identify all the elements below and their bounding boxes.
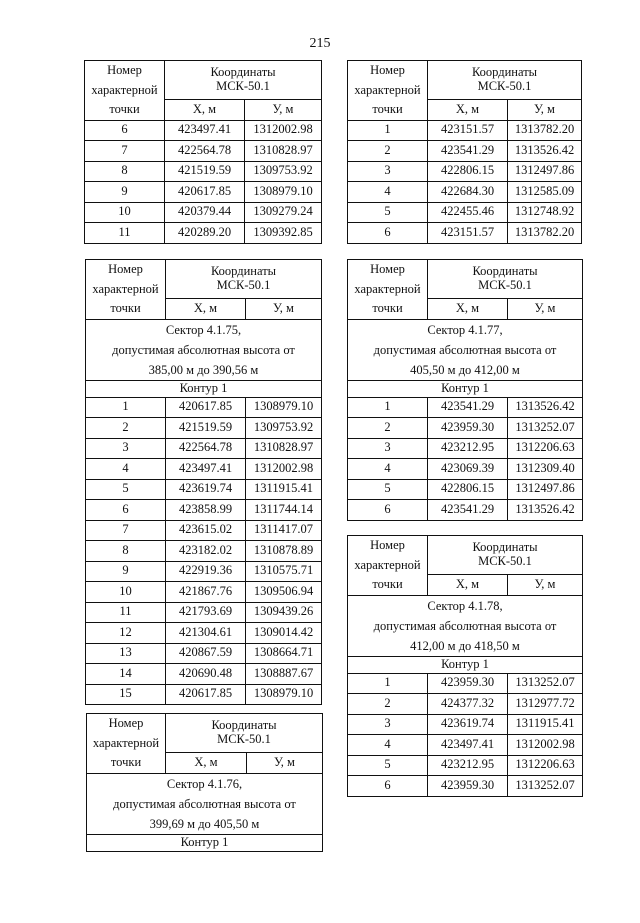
x-coordinate-cell: 423497.41 xyxy=(166,459,246,480)
point-number-cell: 5 xyxy=(348,755,428,776)
table-row xyxy=(348,500,583,521)
point-number-cell: 6 xyxy=(348,223,428,244)
point-number-cell: 5 xyxy=(348,479,428,500)
table-row xyxy=(86,561,322,582)
point-number-cell: 2 xyxy=(86,418,166,439)
point-number-cell: 9 xyxy=(86,561,166,582)
x-coordinate-cell: 421519.59 xyxy=(166,418,246,439)
coordinates-table-5 xyxy=(347,535,583,797)
table-row xyxy=(85,120,322,141)
table-row xyxy=(348,161,582,182)
point-header: Номер характерной точки xyxy=(86,260,166,320)
x-coordinate-cell: 423182.02 xyxy=(166,541,246,562)
table-row xyxy=(85,223,322,244)
y-header: У, м xyxy=(508,575,583,596)
sector-caption: Сектор 4.1.76, допустимая абсолютная высота от 399,69 м до 405,50 м xyxy=(87,773,323,834)
x-coordinate-cell: 423959.30 xyxy=(428,776,508,797)
y-coordinate-cell: 1309753.92 xyxy=(245,161,322,182)
point-number-cell: 4 xyxy=(348,182,428,203)
x-coordinate-cell: 422919.36 xyxy=(166,561,246,582)
coordinates-table-2 xyxy=(347,60,582,244)
point-number-cell: 2 xyxy=(348,418,428,439)
table-row xyxy=(348,776,583,797)
table-row xyxy=(348,418,583,439)
point-number-cell: 11 xyxy=(86,602,166,623)
sector-caption: Сектор 4.1.77, допустимая абсолютная высота от 405,50 м до 412,00 м xyxy=(348,319,583,380)
table-row xyxy=(85,161,322,182)
table-row xyxy=(86,643,322,664)
y-coordinate-cell: 1312002.98 xyxy=(508,735,583,756)
y-coordinate-cell: 1308979.10 xyxy=(246,684,322,705)
y-coordinate-cell: 1308979.10 xyxy=(245,182,322,203)
point-number-cell: 13 xyxy=(86,643,166,664)
y-header: У, м xyxy=(247,753,323,774)
point-number-cell: 5 xyxy=(348,202,428,223)
point-number-cell: 4 xyxy=(86,459,166,480)
y-coordinate-cell: 1311915.41 xyxy=(508,714,583,735)
table-row xyxy=(86,623,322,644)
coordinates-table-1 xyxy=(84,60,322,244)
y-coordinate-cell: 1309753.92 xyxy=(246,418,322,439)
table-row xyxy=(348,202,582,223)
sector-caption: Сектор 4.1.78, допустимая абсолютная высота от 412,00 м до 418,50 м xyxy=(348,595,583,656)
point-number-cell: 7 xyxy=(86,520,166,541)
y-coordinate-cell: 1312585.09 xyxy=(508,182,582,203)
table-row xyxy=(86,500,322,521)
y-coordinate-cell: 1308664.71 xyxy=(246,643,322,664)
y-coordinate-cell: 1309392.85 xyxy=(245,223,322,244)
table-row xyxy=(348,397,583,418)
point-number-cell: 8 xyxy=(85,161,165,182)
coords-header: Координаты МСК-50.1 xyxy=(428,536,583,575)
point-number-cell: 1 xyxy=(86,397,166,418)
table-row xyxy=(348,714,583,735)
coords-header: Координаты МСК-50.1 xyxy=(428,260,583,299)
table-row xyxy=(86,479,322,500)
point-number-cell: 12 xyxy=(86,623,166,644)
table-row xyxy=(348,120,582,141)
x-coordinate-cell: 423959.30 xyxy=(428,673,508,694)
contour-label: Контур 1 xyxy=(87,834,323,851)
x-coordinate-cell: 422564.78 xyxy=(165,141,245,162)
x-coordinate-cell: 423541.29 xyxy=(428,141,508,162)
table-row xyxy=(86,664,322,685)
point-number-cell: 4 xyxy=(348,459,428,480)
table-row xyxy=(348,182,582,203)
x-header: Х, м xyxy=(165,100,245,121)
point-number-cell: 7 xyxy=(85,141,165,162)
contour-label: Контур 1 xyxy=(348,380,583,397)
point-header: Номер характерной точки xyxy=(348,61,428,121)
x-coordinate-cell: 423959.30 xyxy=(428,418,508,439)
point-number-cell: 10 xyxy=(85,202,165,223)
table-row xyxy=(348,438,583,459)
y-coordinate-cell: 1312206.63 xyxy=(508,755,583,776)
point-number-cell: 10 xyxy=(86,582,166,603)
table-row xyxy=(348,755,583,776)
y-coordinate-cell: 1312206.63 xyxy=(508,438,583,459)
x-coordinate-cell: 420617.85 xyxy=(166,397,246,418)
table-row xyxy=(348,694,583,715)
point-number-cell: 6 xyxy=(86,500,166,521)
x-coordinate-cell: 423151.57 xyxy=(428,223,508,244)
y-coordinate-cell: 1312002.98 xyxy=(246,459,322,480)
point-number-cell: 3 xyxy=(348,161,428,182)
x-coordinate-cell: 420690.48 xyxy=(166,664,246,685)
point-number-cell: 8 xyxy=(86,541,166,562)
point-number-cell: 14 xyxy=(86,664,166,685)
table-row xyxy=(86,541,322,562)
page-number: 215 xyxy=(309,36,331,51)
y-coordinate-cell: 1312497.86 xyxy=(508,479,583,500)
y-coordinate-cell: 1309439.26 xyxy=(246,602,322,623)
x-coordinate-cell: 421304.61 xyxy=(166,623,246,644)
y-coordinate-cell: 1313782.20 xyxy=(508,223,582,244)
y-coordinate-cell: 1313782.20 xyxy=(508,120,582,141)
x-header: Х, м xyxy=(428,100,508,121)
x-coordinate-cell: 420867.59 xyxy=(166,643,246,664)
point-number-cell: 1 xyxy=(348,120,428,141)
point-header: Номер характерной точки xyxy=(85,61,165,121)
coords-header: Координаты МСК-50.1 xyxy=(166,260,322,299)
point-number-cell: 15 xyxy=(86,684,166,705)
y-coordinate-cell: 1309014.42 xyxy=(246,623,322,644)
x-coordinate-cell: 422455.46 xyxy=(428,202,508,223)
x-coordinate-cell: 423541.29 xyxy=(428,397,508,418)
table-row xyxy=(348,141,582,162)
point-number-cell: 11 xyxy=(85,223,165,244)
x-coordinate-cell: 422684.30 xyxy=(428,182,508,203)
y-coordinate-cell: 1310575.71 xyxy=(246,561,322,582)
x-coordinate-cell: 421519.59 xyxy=(165,161,245,182)
table-row xyxy=(348,223,582,244)
point-number-cell: 6 xyxy=(85,120,165,141)
x-coordinate-cell: 423151.57 xyxy=(428,120,508,141)
y-coordinate-cell: 1311744.14 xyxy=(246,500,322,521)
table-row xyxy=(86,602,322,623)
x-coordinate-cell: 422564.78 xyxy=(166,438,246,459)
table-row xyxy=(86,397,322,418)
y-header: У, м xyxy=(508,299,583,320)
x-header: Х, м xyxy=(166,753,247,774)
point-number-cell: 3 xyxy=(348,438,428,459)
table-row xyxy=(348,673,583,694)
point-number-cell: 2 xyxy=(348,694,428,715)
x-coordinate-cell: 421867.76 xyxy=(166,582,246,603)
y-coordinate-cell: 1313526.42 xyxy=(508,397,583,418)
point-number-cell: 9 xyxy=(85,182,165,203)
coordinates-table-6 xyxy=(86,713,323,852)
x-coordinate-cell: 423212.95 xyxy=(428,755,508,776)
y-coordinate-cell: 1313526.42 xyxy=(508,500,583,521)
x-coordinate-cell: 420617.85 xyxy=(166,684,246,705)
x-coordinate-cell: 423619.74 xyxy=(428,714,508,735)
contour-label: Контур 1 xyxy=(86,380,322,397)
x-coordinate-cell: 423615.02 xyxy=(166,520,246,541)
table-row xyxy=(86,459,322,480)
x-coordinate-cell: 423212.95 xyxy=(428,438,508,459)
table-row xyxy=(86,684,322,705)
x-coordinate-cell: 420379.44 xyxy=(165,202,245,223)
y-coordinate-cell: 1312748.92 xyxy=(508,202,582,223)
x-coordinate-cell: 421793.69 xyxy=(166,602,246,623)
y-coordinate-cell: 1310828.97 xyxy=(245,141,322,162)
y-coordinate-cell: 1312309.40 xyxy=(508,459,583,480)
table-row xyxy=(85,182,322,203)
x-header: Х, м xyxy=(428,575,508,596)
y-coordinate-cell: 1313526.42 xyxy=(508,141,582,162)
y-coordinate-cell: 1308887.67 xyxy=(246,664,322,685)
table-row xyxy=(348,459,583,480)
contour-label: Контур 1 xyxy=(348,656,583,673)
table-row xyxy=(85,141,322,162)
x-coordinate-cell: 420289.20 xyxy=(165,223,245,244)
x-coordinate-cell: 424377.32 xyxy=(428,694,508,715)
y-coordinate-cell: 1312002.98 xyxy=(245,120,322,141)
table-row xyxy=(86,520,322,541)
y-coordinate-cell: 1313252.07 xyxy=(508,776,583,797)
y-coordinate-cell: 1311417.07 xyxy=(246,520,322,541)
table-row xyxy=(85,202,322,223)
x-coordinate-cell: 422806.15 xyxy=(428,479,508,500)
x-header: Х, м xyxy=(428,299,508,320)
x-coordinate-cell: 423069.39 xyxy=(428,459,508,480)
y-coordinate-cell: 1309506.94 xyxy=(246,582,322,603)
point-number-cell: 6 xyxy=(348,776,428,797)
point-number-cell: 1 xyxy=(348,397,428,418)
y-coordinate-cell: 1310828.97 xyxy=(246,438,322,459)
coords-header: Координаты МСК-50.1 xyxy=(165,61,322,100)
table-row xyxy=(86,582,322,603)
point-number-cell: 4 xyxy=(348,735,428,756)
y-coordinate-cell: 1313252.07 xyxy=(508,418,583,439)
coordinates-table-3 xyxy=(85,259,322,705)
point-header: Номер характерной точки xyxy=(348,536,428,596)
point-number-cell: 3 xyxy=(348,714,428,735)
x-coordinate-cell: 420617.85 xyxy=(165,182,245,203)
y-coordinate-cell: 1308979.10 xyxy=(246,397,322,418)
point-number-cell: 3 xyxy=(86,438,166,459)
x-coordinate-cell: 423541.29 xyxy=(428,500,508,521)
y-coordinate-cell: 1312977.72 xyxy=(508,694,583,715)
table-row xyxy=(86,418,322,439)
y-coordinate-cell: 1312497.86 xyxy=(508,161,582,182)
x-coordinate-cell: 423497.41 xyxy=(428,735,508,756)
sector-caption: Сектор 4.1.75, допустимая абсолютная высота от 385,00 м до 390,56 м xyxy=(86,319,322,380)
x-coordinate-cell: 423497.41 xyxy=(165,120,245,141)
x-coordinate-cell: 423619.74 xyxy=(166,479,246,500)
y-header: У, м xyxy=(508,100,582,121)
point-number-cell: 5 xyxy=(86,479,166,500)
coords-header: Координаты МСК-50.1 xyxy=(428,61,582,100)
table-row xyxy=(86,438,322,459)
y-header: У, м xyxy=(245,100,322,121)
point-number-cell: 1 xyxy=(348,673,428,694)
x-header: Х, м xyxy=(166,299,246,320)
y-coordinate-cell: 1310878.89 xyxy=(246,541,322,562)
y-header: У, м xyxy=(246,299,322,320)
y-coordinate-cell: 1313252.07 xyxy=(508,673,583,694)
y-coordinate-cell: 1309279.24 xyxy=(245,202,322,223)
point-header: Номер характерной точки xyxy=(87,714,166,774)
y-coordinate-cell: 1311915.41 xyxy=(246,479,322,500)
point-header: Номер характерной точки xyxy=(348,260,428,320)
table-row xyxy=(348,479,583,500)
point-number-cell: 2 xyxy=(348,141,428,162)
coords-header: Координаты МСК-50.1 xyxy=(166,714,323,753)
table-row xyxy=(348,735,583,756)
x-coordinate-cell: 422806.15 xyxy=(428,161,508,182)
point-number-cell: 6 xyxy=(348,500,428,521)
coordinates-table-4 xyxy=(347,259,583,521)
x-coordinate-cell: 423858.99 xyxy=(166,500,246,521)
